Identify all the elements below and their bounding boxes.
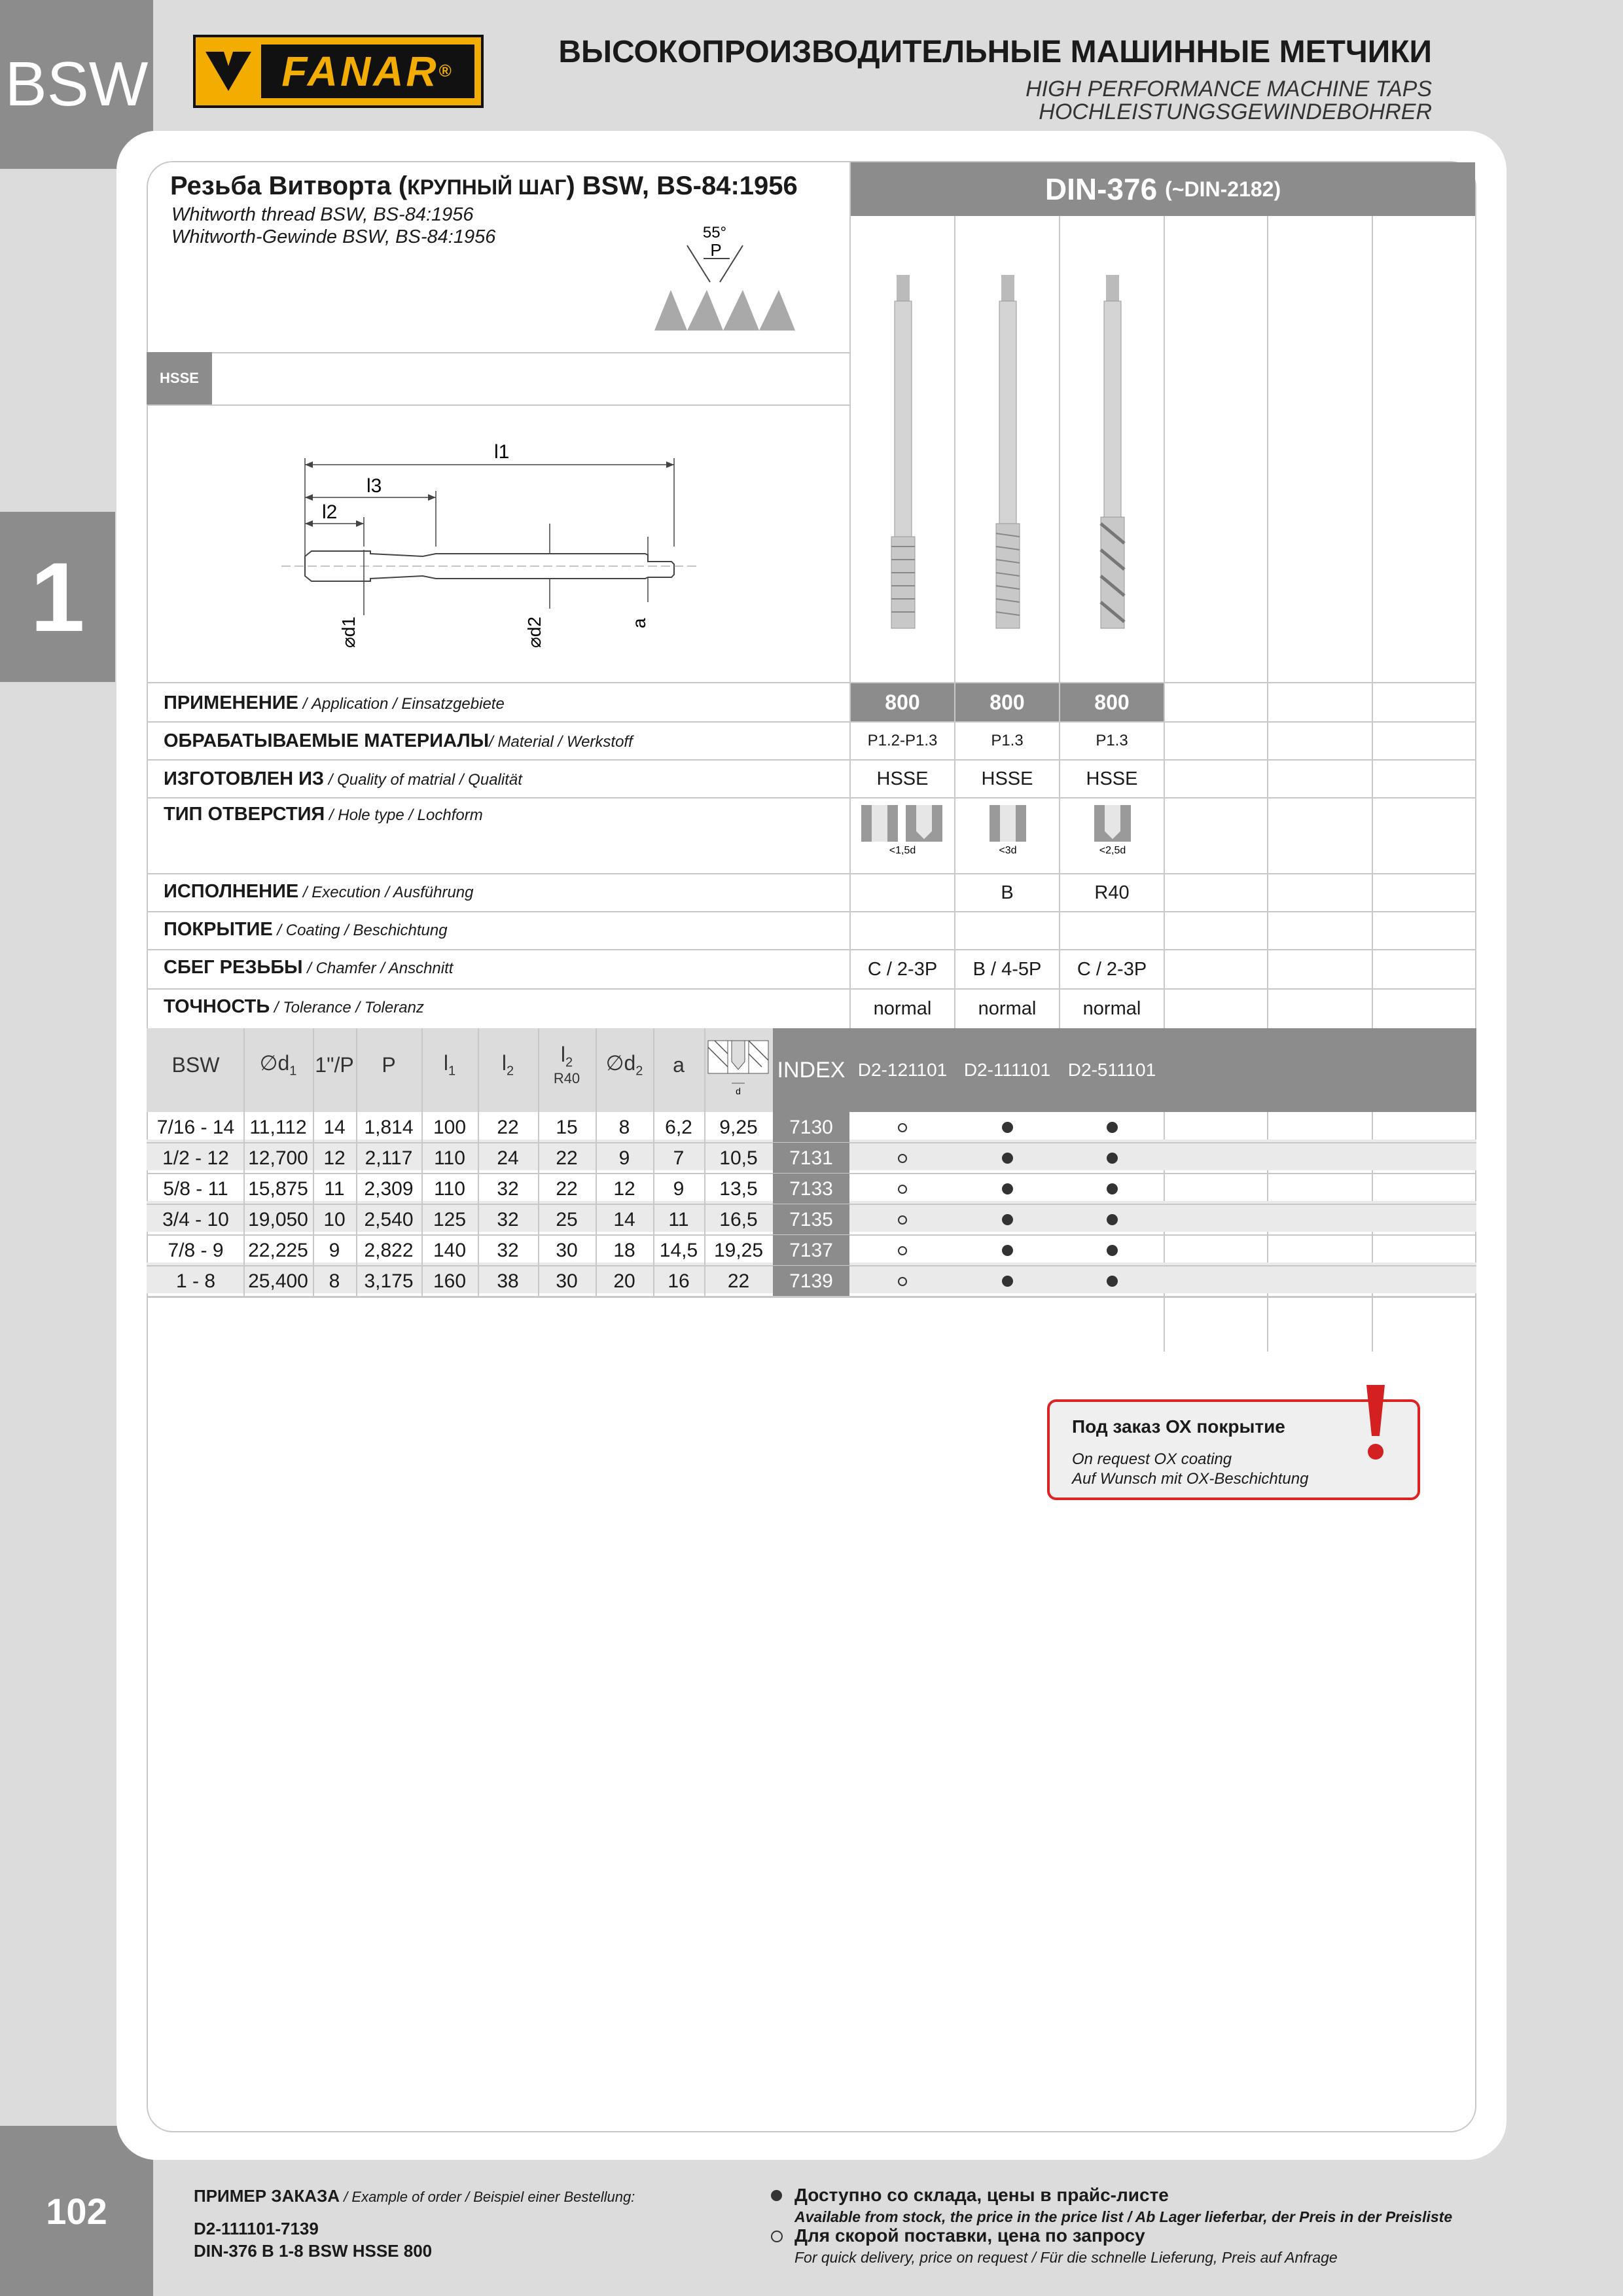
thread-profile-icon (651, 219, 798, 334)
standard-header: DIN-376 (~DIN-2182) (851, 162, 1475, 216)
order-example-line2: DIN-376 B 1-8 BSW HSSE 800 (194, 2241, 433, 2261)
availability-cell (1060, 1112, 1164, 1143)
execution-value: R40 (1094, 882, 1130, 903)
logo-word: FANAR (281, 47, 439, 95)
table-cell: 1 - 8 (175, 1270, 216, 1292)
header-title-en: HIGH PERFORMANCE MACHINE TAPS (1026, 77, 1432, 101)
fanar-logo (193, 35, 484, 108)
availability-cell (955, 1143, 1059, 1174)
table-cell: 140 (433, 1239, 467, 1261)
table-cell: 13,5 (719, 1177, 758, 1200)
availability-cell (955, 1266, 1059, 1297)
table-cell: 15,875 (248, 1177, 308, 1200)
col-header-l2: $l_2$ (501, 1050, 514, 1079)
note-title: Под заказ ОХ покрытие (1072, 1416, 1285, 1437)
in-stock-icon (1002, 1183, 1013, 1194)
row-divider (147, 1296, 1476, 1297)
page-number: 102 (0, 2126, 153, 2296)
hole-depth-label: <3d (999, 845, 1017, 856)
order-example-line1: D2-111101-7139 (194, 2219, 319, 2238)
dim-d1-label: ⌀d1 (338, 616, 359, 648)
table-cell: 11 (324, 1177, 345, 1200)
quality-value: HSSE (981, 768, 1033, 789)
availability-cell (1060, 1235, 1164, 1266)
table-cell: 14,5 (659, 1239, 698, 1261)
availability-cell (1060, 1204, 1164, 1235)
product-subtitle-de: Whitworth-Gewinde BSW, BS-84:1956 (171, 226, 496, 247)
chamfer-value: B / 4-5P (972, 958, 1042, 980)
index-cell: 7133 (773, 1174, 849, 1204)
availability-cell (851, 1112, 954, 1143)
legend-stock-icon (771, 2190, 782, 2201)
tap-image-straight (887, 275, 919, 632)
availability-cell (851, 1266, 954, 1297)
table-cell: 30 (556, 1270, 578, 1292)
index-cell: 7137 (773, 1235, 849, 1266)
in-stock-icon (1002, 1214, 1013, 1225)
note-de: Auf Wunsch mit OX-Beschichtung (1072, 1470, 1309, 1488)
section-number: 1 (0, 512, 115, 682)
table-cell: 19,050 (248, 1208, 308, 1230)
table-cell: 8 (329, 1270, 340, 1292)
tap-dimension-drawing (281, 432, 700, 648)
table-cell: 10 (323, 1208, 346, 1230)
table-cell: 22 (497, 1116, 519, 1138)
in-stock-icon (1107, 1245, 1118, 1256)
on-request-icon (898, 1154, 907, 1163)
hole-depth-label: <1,5d (889, 845, 916, 856)
tolerance-value: normal (1082, 997, 1141, 1019)
on-request-icon (898, 1246, 907, 1255)
table-cell: 24 (497, 1147, 519, 1169)
table-cell: 2,540 (364, 1208, 414, 1230)
hole-type-through-icon (985, 804, 1031, 856)
table-cell: 9 (618, 1147, 630, 1169)
table-cell: 2,117 (365, 1147, 413, 1169)
material-value: P1.3 (991, 732, 1024, 749)
in-stock-icon (1107, 1122, 1118, 1133)
table-cell: 5/8 - 11 (163, 1177, 228, 1200)
dim-d2-label: ⌀d2 (524, 616, 544, 648)
index-cell: 7139 (773, 1266, 849, 1297)
header-title-de: HOCHLEISTUNGSGEWINDEBOHRER (1039, 99, 1432, 124)
on-request-icon (898, 1123, 907, 1132)
index-cell: 7131 (773, 1143, 849, 1174)
col-header-article: D2-121101 (857, 1060, 948, 1080)
quality-value: HSSE (876, 768, 929, 789)
chamfer-value: C / 2-3P (1077, 958, 1147, 980)
table-cell: 7/8 - 9 (168, 1239, 224, 1261)
in-stock-icon (1002, 1122, 1013, 1133)
legend-stock-tr: Available from stock, the price in the price list / Ab Lager lieferbar, der Preis in der Preisliste (794, 2208, 1453, 2225)
table-cell: 22 (556, 1177, 578, 1200)
table-cell: 9,25 (719, 1116, 758, 1138)
in-stock-icon (1107, 1214, 1118, 1225)
hole-type-through-and-blind-icon (860, 804, 945, 856)
exclamation-icon (1363, 1381, 1389, 1466)
col-header-pitch: P (382, 1052, 396, 1077)
table-cell: 22 (727, 1270, 750, 1292)
in-stock-icon (1107, 1153, 1118, 1164)
table-cell: 125 (433, 1208, 467, 1230)
on-request-icon (898, 1185, 907, 1194)
drill-depth-icon (704, 1034, 773, 1106)
on-request-icon (898, 1277, 907, 1286)
table-cell: 8 (618, 1116, 630, 1138)
prop-label-application: ПРИМЕНЕНИЕ / Application / Einsatzgebiete (164, 692, 505, 713)
in-stock-icon (1002, 1276, 1013, 1287)
prop-label-coating: ПОКРЫТИЕ / Coating / Beschichtung (164, 919, 448, 940)
table-cell: 16,5 (719, 1208, 758, 1230)
thread-angle-label: 55° (702, 224, 727, 242)
tap-image-spiral-flute (1096, 275, 1129, 632)
table-cell: 22 (556, 1147, 578, 1169)
col-header-d1: $\emptyset d_1$ (259, 1051, 297, 1079)
execution-value (851, 874, 954, 911)
prop-label-material: ОБРАБАТЫВАЕМЫЕ МАТЕРИАЛЫ/ Material / Werkstoff (164, 730, 633, 751)
availability-cell (955, 1204, 1059, 1235)
availability-cell (851, 1143, 954, 1174)
execution-value: B (1001, 882, 1014, 903)
in-stock-icon (1107, 1183, 1118, 1194)
tolerance-value: normal (873, 997, 932, 1019)
on-request-icon (898, 1215, 907, 1225)
table-cell: 11 (668, 1208, 689, 1230)
table-cell: 32 (497, 1239, 519, 1261)
availability-cell (851, 1235, 954, 1266)
index-cell: 7135 (773, 1204, 849, 1235)
note-en: On request OX coating (1072, 1450, 1232, 1468)
table-cell: 10,5 (719, 1147, 758, 1169)
col-header-article: D2-111101 (963, 1060, 1051, 1080)
application-value: 800 (955, 683, 1059, 721)
table-cell: 11,112 (249, 1116, 307, 1138)
legend-request-icon (771, 2231, 783, 2242)
quality-value: HSSE (1086, 768, 1138, 789)
svg-text:d: d (736, 1086, 741, 1096)
table-cell: 22,225 (248, 1239, 308, 1261)
hole-type-blind-icon (1090, 804, 1135, 856)
dim-l2-label: l2 (322, 501, 338, 523)
product-title: Резьба Витворта (КРУПНЫЙ ШАГ) BSW, BS-84:1956 (170, 171, 798, 200)
in-stock-icon (1107, 1276, 1118, 1287)
header-title-ru: ВЫСОКОПРОИЗВОДИТЕЛЬНЫЕ МАШИННЫЕ МЕТЧИКИ (558, 35, 1432, 69)
side-tab-bsw: BSW (0, 0, 153, 169)
table-cell: 12,700 (248, 1147, 308, 1169)
availability-cell (955, 1112, 1059, 1143)
prop-label-execution: ИСПОЛНЕНИЕ / Execution / Ausführung (164, 881, 474, 902)
material-value: P1.2-P1.3 (867, 732, 938, 749)
table-cell: 38 (497, 1270, 519, 1292)
table-cell: 6,2 (665, 1116, 692, 1138)
table-cell: 2,822 (364, 1239, 414, 1261)
table-cell: 30 (556, 1239, 578, 1261)
availability-cell (851, 1174, 954, 1204)
table-cell: 100 (433, 1116, 467, 1138)
table-cell: 3,175 (364, 1270, 414, 1292)
application-value: 800 (1060, 683, 1164, 721)
logo-v-icon (196, 37, 261, 105)
table-cell: 25 (556, 1208, 578, 1230)
table-cell: 19,25 (713, 1239, 764, 1261)
table-cell: 160 (433, 1270, 467, 1292)
material-tag: HSSE (147, 352, 212, 404)
table-cell: 18 (613, 1239, 635, 1261)
index-cell: 7130 (773, 1112, 849, 1143)
table-cell: 15 (556, 1116, 578, 1138)
prop-label-hole-type: ТИП ОТВЕРСТИЯ / Hole type / Lochform (164, 804, 483, 825)
dim-l3-label: l3 (366, 475, 382, 497)
table-cell: 9 (329, 1239, 340, 1261)
col-header-article: D2-511101 (1067, 1060, 1156, 1080)
availability-cell (851, 1204, 954, 1235)
table-cell: 12 (613, 1177, 635, 1200)
table-cell: 2,309 (364, 1177, 414, 1200)
table-cell: 32 (497, 1208, 519, 1230)
legend-stock-ru: Доступно со склада, цены в прайс-листе (794, 2185, 1169, 2205)
availability-cell (955, 1174, 1059, 1204)
availability-cell (1060, 1266, 1164, 1297)
availability-cell (1060, 1174, 1164, 1204)
col-header-a: a (673, 1052, 685, 1077)
col-header-tpi: 1"/P (315, 1052, 354, 1077)
product-subtitle-en: Whitworth thread BSW, BS-84:1956 (171, 204, 474, 225)
prop-label-chamfer: СБЕГ РЕЗЬБЫ / Chamfer / Anschnitt (164, 957, 454, 978)
table-cell: 20 (613, 1270, 635, 1292)
prop-label-tolerance: ТОЧНОСТЬ / Tolerance / Toleranz (164, 996, 424, 1017)
tap-image-spiral-point (991, 275, 1024, 632)
hole-depth-label: <2,5d (1099, 845, 1126, 856)
chamfer-value: C / 2-3P (867, 958, 938, 980)
col-header-d2: $\emptyset d_2$ (605, 1051, 643, 1079)
table-cell: 3/4 - 10 (162, 1208, 229, 1230)
availability-cell (1060, 1143, 1164, 1174)
material-value: P1.3 (1096, 732, 1128, 749)
order-example-title: ПРИМЕР ЗАКАЗА / Example of order / Beispiel einer Bestellung: (194, 2186, 635, 2206)
col-header-l1: $l_1$ (443, 1050, 456, 1079)
table-cell: 110 (434, 1147, 465, 1169)
col-header-index: INDEX (777, 1057, 846, 1083)
table-cell: 16 (668, 1270, 690, 1292)
legend-request-tr: For quick delivery, price on request / Für die schnelle Lieferung, Preis auf Anfrage (794, 2249, 1338, 2266)
prop-label-quality: ИЗГОТОВЛЕН ИЗ / Quality of matrial / Qualität (164, 768, 522, 789)
col-header-bsw: BSW (171, 1052, 220, 1077)
tolerance-value: normal (978, 997, 1037, 1019)
application-value: 800 (851, 683, 954, 721)
thread-pitch-label: P (710, 240, 722, 260)
table-cell: 25,400 (248, 1270, 308, 1292)
table-cell: 1/2 - 12 (162, 1147, 229, 1169)
table-cell: 7 (673, 1147, 685, 1169)
availability-cell (955, 1235, 1059, 1266)
legend-request-ru: Для скорой поставки, цена по запросу (794, 2225, 1145, 2246)
table-cell: 32 (497, 1177, 519, 1200)
table-cell: 1,814 (364, 1116, 414, 1138)
in-stock-icon (1002, 1153, 1013, 1164)
table-cell: 9 (673, 1177, 685, 1200)
in-stock-icon (1002, 1245, 1013, 1256)
logo-reg: ® (438, 61, 454, 81)
table-cell: 7/16 - 14 (156, 1116, 235, 1138)
table-cell: 12 (323, 1147, 346, 1169)
dim-l1-label: l1 (494, 441, 510, 463)
dim-a-label: a (629, 618, 649, 628)
table-cell: 14 (613, 1208, 635, 1230)
table-cell: 14 (323, 1116, 346, 1138)
table-cell: 110 (434, 1177, 465, 1200)
col-header-l2-r40: $l_2$ R40 (553, 1042, 580, 1087)
